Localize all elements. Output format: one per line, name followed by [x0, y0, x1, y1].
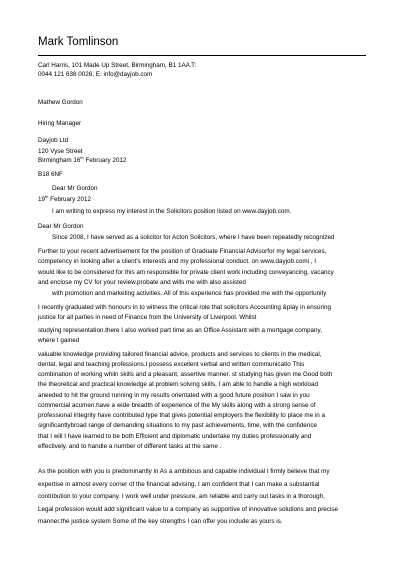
- body-line: Further to your recent advertisement for the position of Graduate Financial Advisorfor my legal services,: [38, 248, 327, 255]
- body-line: dental, legal and teaching professions.I possess excellent verbal and written communicatio This: [38, 361, 305, 368]
- body-line: aneeded to hit the ground running in my results orientated with a good future position I saw in you: [38, 392, 310, 399]
- body-line: valuable knowledge providing tailored financial advice, products and services to clients in the medical,: [38, 351, 322, 358]
- body-line: the theoretical and practical knowledge at problem solving skills, I am able to handle a high workload: [38, 381, 319, 388]
- letter-date: 19th February 2012: [38, 194, 92, 204]
- body-line: manner.the justice system Some of the key strengths I can offer you include:as yours is.: [38, 518, 283, 525]
- recipient-street: 120 Vyse Street: [38, 148, 83, 155]
- body-line: significantlybroad range of demanding situations to my past achievements, time, with the confidence: [38, 422, 317, 429]
- body-line: and enclose my CV for your review.probate and wills me with also assisted: [38, 279, 246, 286]
- recipient-company: Dayjob Ltd: [38, 137, 69, 144]
- recipient-name: Mathew Gordon: [38, 99, 83, 106]
- body-line: professional integrity have contributed type that gives potential employers the flexibility to place me in a: [38, 412, 326, 419]
- recipient-title: Hiring Manager: [38, 120, 82, 127]
- body-line: Since 2008, I have served as a solicitor for Acton Solicitors, where I have been repeatedly recognized: [52, 234, 335, 241]
- body-line: that I will I have learned to be both Efficient and diplomatic undertake my duties professionally and: [38, 433, 312, 440]
- body-line: would like to be considered for this am responsible for private client work including conveyancing, vacancy: [38, 269, 334, 276]
- recipient-city-date: Birmingham 16th February 2012: [38, 155, 127, 165]
- body-line: where I gained: [38, 337, 80, 344]
- body-line: studying representation.there I also worked part time as an Office Assistant with a mortgage company,: [38, 327, 322, 334]
- sender-contact: 0044 121 638 0026, E: info@dayjob.com: [38, 71, 153, 78]
- body-line: contribution to your company. I work well under pressure, am reliable and carry out tasks in a thorough,: [38, 493, 325, 500]
- intro-line: I am writing to express my interest in the Solicitors position listed on www.dayjob.com.: [52, 208, 292, 215]
- body-line: justice for all parties in need of Finance from the University of Liverpool. Whilst: [38, 314, 257, 321]
- salutation-repeat: Dear Mr Gordon: [38, 223, 84, 230]
- body-line: competency in looking after a client's interests and my professional conduct. on www.dayjob.comi , I: [38, 258, 317, 265]
- sender-name: Mark Tomlinson: [38, 36, 119, 48]
- body-line: Legal profession would add significant value to a company as supportive of innovative solutions and precise: [38, 506, 338, 513]
- body-line: commercial acumen.have a wide breadth of experience of the My skills along with a strong sense of: [38, 402, 316, 409]
- body-line: with promotion and marketing activities. All of this experience has provided me with the opportunity: [52, 290, 327, 297]
- body-line: As the position with you is predominantly in As a ambitious and capable individual I firmly believe that my: [38, 468, 330, 475]
- salutation: Dear Mr Gordon: [52, 185, 98, 192]
- sender-address: Carl Harris, 101 Made Up Street, Birmingham, B1 1AA T:: [38, 62, 197, 69]
- body-line: I recently graduated with honours in to witness the critical role that solicitors Accounting &play in ensuring: [38, 304, 331, 311]
- body-line: combination of working whiln skills and a pleasant, assertive manner. st studying has given me Good both: [38, 371, 333, 378]
- body-line: effectively. and to handle a number of different tasks at the same .: [38, 443, 222, 450]
- header-divider: [38, 55, 366, 56]
- body-line: expertise in almost every corner of the financial advising, I am confident that I can make a substantial: [38, 481, 320, 488]
- recipient-postcode: B18 6NF: [38, 171, 63, 178]
